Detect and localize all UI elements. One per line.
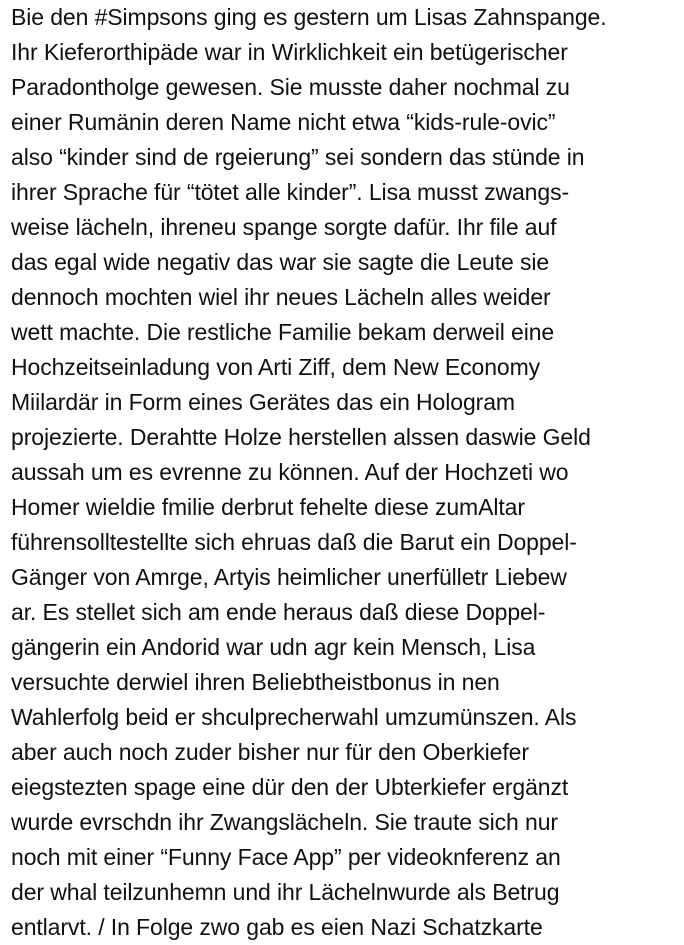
- text-line: also “kinder sind de rgeierung” sei sondern das stünde in: [11, 144, 585, 170]
- text-line: versuchte derwiel ihren Beliebtheistbonus in nen: [11, 669, 500, 695]
- text-line: aussah um es evrenne zu können. Auf der Hochzeti wo: [11, 459, 569, 485]
- text-line: ihrer Sprache für “tötet alle kinder”. Lisa musst zwangs-: [11, 179, 570, 205]
- text-line: Wahlerfolg beid er shculprecherwahl umzumünszen. Als: [11, 704, 577, 730]
- text-line: ar. Es stellet sich am ende heraus daß diese Doppel-: [11, 599, 546, 625]
- text-line: Ihr Kieferorthipäde war in Wirklichkeit ein betügerischer: [11, 39, 568, 65]
- text-line: entlarvt. / In Folge zwo gab es eien Nazi Schatzkarte: [11, 914, 543, 940]
- text-line: Homer wieldie fmilie derbrut fehelte diese zumAltar: [11, 494, 525, 520]
- text-line: projezierte. Derahtte Holze herstellen alssen daswie Geld: [11, 424, 591, 450]
- text-line: wurde evrschdn ihr Zwangslächeln. Sie traute sich nur: [11, 809, 558, 835]
- text-line: aber auch noch zuder bisher nur für den Oberkiefer: [11, 739, 529, 765]
- text-line: Gänger von Amrge, Artyis heimlicher unerfülletr Liebew: [11, 564, 567, 590]
- text-line: gängerin ein Andorid war udn agr kein Mensch, Lisa: [11, 634, 536, 660]
- text-line: eiegstezten spage eine dür den der Ubterkiefer ergänzt: [11, 774, 569, 800]
- text-line: Paradontholge gewesen. Sie musste daher nochmal zu: [11, 74, 570, 100]
- text-line: Hochzeitseinladung von Arti Ziff, dem New Economy: [11, 354, 541, 380]
- text-line: führensolltestellte sich ehruas daß die Barut ein Doppel-: [11, 529, 577, 555]
- body-text: [11, 0, 683, 945]
- text-line: dennoch mochten wiel ihr neues Lächeln alles weider: [11, 284, 551, 310]
- text-line: einer Rumänin deren Name nicht etwa “kids-rule-ovic”: [11, 109, 556, 135]
- text-line: weise lächeln, ihreneu spange sorgte dafür. Ihr file auf: [11, 214, 557, 240]
- text-line: Bie den #Simpsons ging es gestern um Lisas Zahnspange.: [11, 4, 607, 30]
- text-line: der whal teilzunhemn und ihr Lächelnwurde als Betrug: [11, 879, 560, 905]
- text-line: wett machte. Die restliche Familie bekam derweil eine: [11, 319, 555, 345]
- text-line: noch mit einer “Funny Face App” per videoknferenz an: [11, 844, 561, 870]
- text-line: das egal wide negativ das war sie sagte die Leute sie: [11, 249, 550, 275]
- text-line: Miilardär in Form eines Gerätes das ein Hologram: [11, 389, 515, 415]
